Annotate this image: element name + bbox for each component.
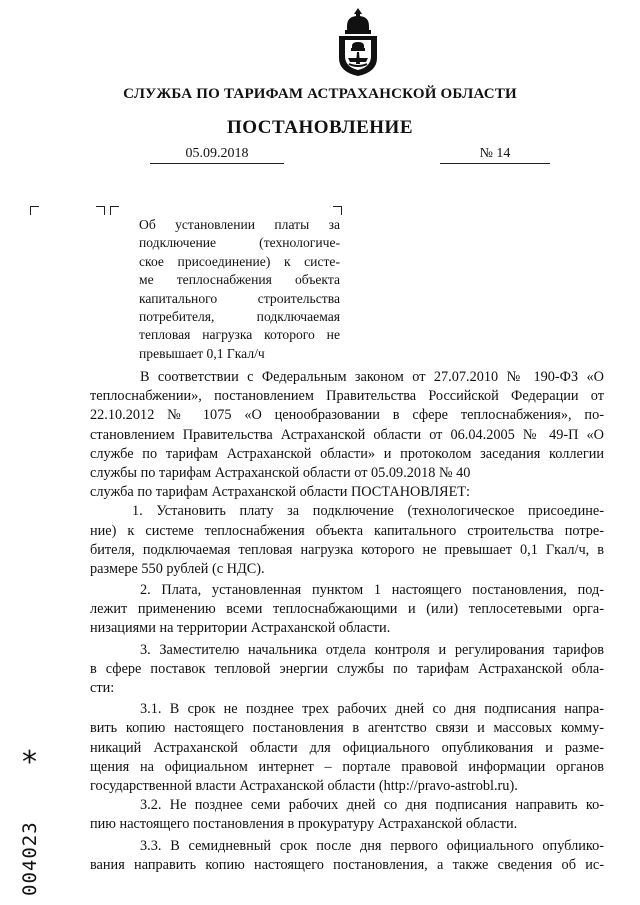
body-line: становлением Правительства Астраханской области от 06.04.2005 № 49-П «О [90, 426, 604, 443]
body-line: щения на официальном интернет – портале правовой информации органов [90, 758, 604, 775]
body-line: службы по тарифам Астраханской области от 05.09.2018 № 40 [90, 464, 471, 481]
document-type-heading: ПОСТАНОВЛЕНИЕ [226, 117, 414, 138]
body-line: 3.2. Не позднее семи рабочих дней со дня подписания направить ко- [140, 797, 604, 814]
subject-line: потребителя, подключаемая [139, 308, 340, 324]
body-line: в сфере поставок тепловой энергии службы по тарифам Астраханской обла- [90, 660, 604, 677]
corner-mark [333, 206, 342, 215]
document-body [90, 368, 604, 875]
body-line: службе по тарифам Астраханской области» и протоколом заседания коллегии [90, 445, 604, 462]
body-line: государственной власти Астраханской области (http://pravo-astrobl.ru). [90, 777, 518, 794]
subject-line: ское присоединение) к систе- [139, 253, 340, 269]
subject-line: подключение (технологиче- [139, 235, 340, 251]
body-line: вить копию настоящего постановления в агентство связи и массовых комму- [90, 720, 604, 737]
body-line: вания направить копию настоящего постановления, а также сведения об ис- [90, 856, 604, 873]
body-line: В соответствии с Федеральным законом от 27.07.2010 № 190-ФЗ «О [140, 369, 604, 385]
body-line: 3.3. В семидневный срок после дня первого официального опублико- [140, 837, 604, 854]
corner-mark [110, 206, 119, 215]
stamp-asterisk: * [22, 745, 37, 780]
body-line: 1. Установить плату за подключение (технологическое присоедине- [132, 503, 604, 520]
body-line: 22.10.2012 № 1075 «О ценообразовании в сфере теплоснабжения», по- [90, 407, 604, 424]
corner-mark [96, 206, 105, 215]
body-line: пию настоящего постановления в прокуратуру Астраханской области. [90, 816, 518, 833]
body-line: сти: [90, 680, 115, 696]
registration-stamp [14, 745, 54, 895]
subject-line: ме теплоснабжения объекта [139, 272, 340, 288]
organization-title: СЛУЖБА ПО ТАРИФАМ АСТРАХАНСКОЙ ОБЛАСТИ [123, 86, 517, 102]
body-line: бителя, подключаемая тепловая нагрузка которого не превышает 0,1 Гкал/ч, в [90, 541, 604, 558]
body-line: теплоснабжении», постановлением Правительства Российской Федерации от [90, 388, 604, 405]
body-line: 2. Плата, установленная пунктом 1 настоящего постановления, под- [140, 582, 604, 599]
stamp-number: 004023 [19, 821, 41, 896]
document-number: № 14 [440, 146, 550, 164]
body-line: низациями на территории Астраханской области. [90, 620, 391, 637]
body-line: служба по тарифам Астраханской области ПОСТАНОВЛЯЕТ: [90, 484, 471, 501]
subject-line: Об установлении платы за [139, 217, 340, 232]
body-line: размере 550 рублей (с НДС). [90, 560, 265, 577]
body-line: никаций Астраханской области для официального опубликования и разме- [90, 739, 604, 756]
body-line: ние) к системе теплоснабжения объекта капитального строительства потре- [90, 522, 604, 539]
subject-line: тепловая нагрузка которого не [139, 327, 340, 343]
body-line: лежит применению всеми теплоснабжающими и (или) теплосетевыми орга- [90, 601, 604, 618]
document-date: 05.09.2018 [150, 146, 284, 164]
corner-mark [30, 206, 39, 215]
document-subject [139, 216, 340, 363]
coat-of-arms-icon [333, 6, 383, 78]
subject-line: капитального строительства [139, 290, 340, 306]
subject-line: превышает 0,1 Гкал/ч [139, 345, 265, 361]
body-line: 3.1. В срок не позднее трех рабочих дней со дня подписания напра- [140, 701, 604, 718]
body-line: 3. Заместителю начальника отдела контроля и регулирования тарифов [140, 641, 604, 658]
